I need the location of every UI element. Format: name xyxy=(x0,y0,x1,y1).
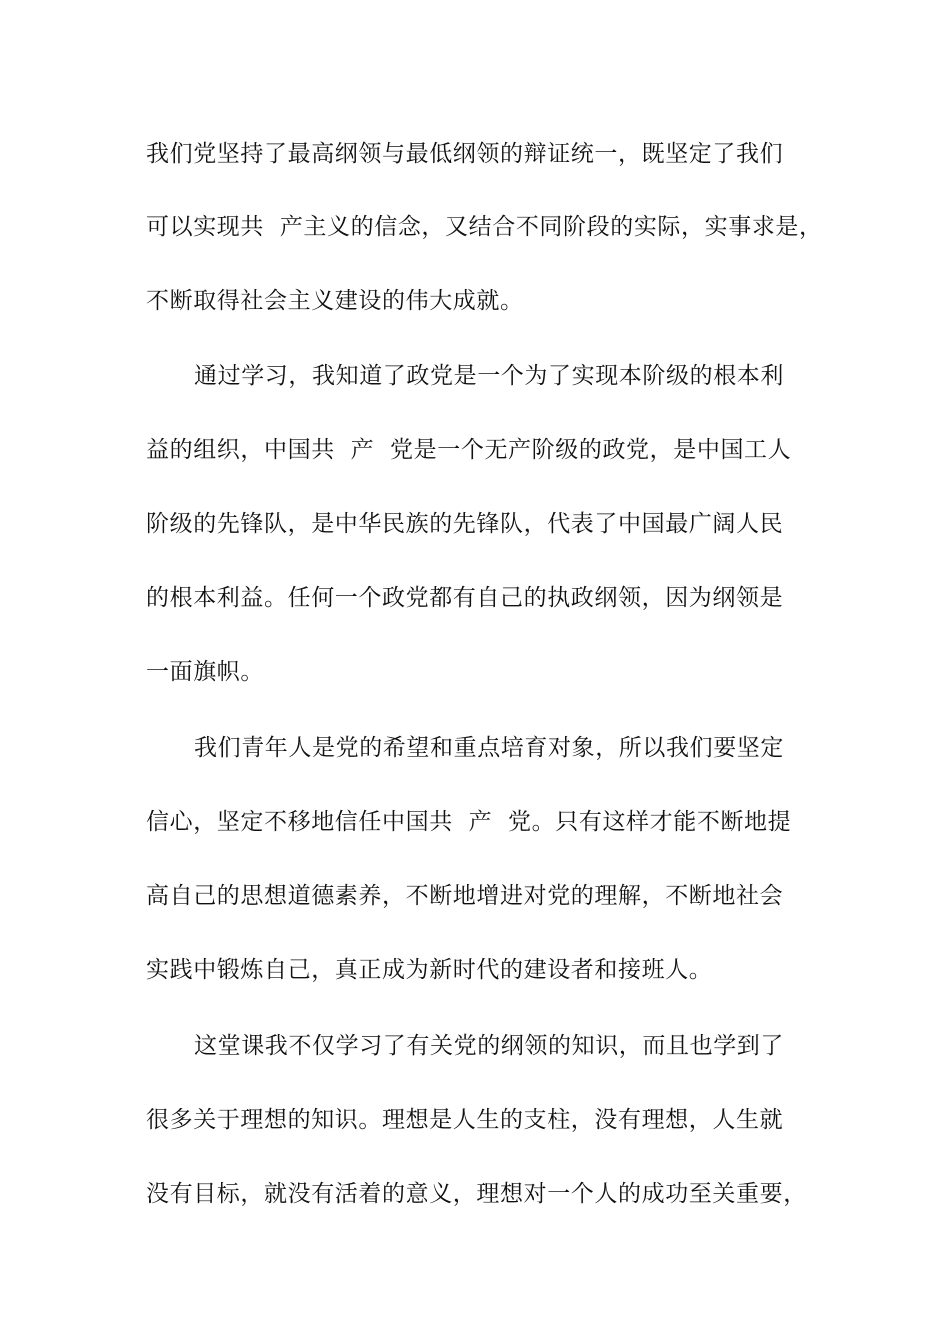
text-line: 高自己的思想道德素养，不断地增进对党的理解，不断地社会 xyxy=(146,883,784,909)
text-line: 信心，坚定不移地信任中国共 产 党。只有这样才能不断地提 xyxy=(146,809,792,835)
text-line: 没有目标，就没有活着的意义，理想对一个人的成功至关重要， xyxy=(146,1181,807,1207)
paragraph-first-line: 我们青年人是党的希望和重点培育对象，所以我们要坚定 xyxy=(194,735,784,761)
text-line: 的根本利益。任何一个政党都有自己的执政纲领，因为纲领是 xyxy=(146,585,784,611)
paragraph-first-line: 这堂课我不仅学习了有关党的纲领的知识，而且也学到了 xyxy=(194,1033,784,1059)
text-line: 实践中锻炼自己，真正成为新时代的建设者和接班人。 xyxy=(146,957,713,983)
text-line: 益的组织，中国共 产 党是一个无产阶级的政党，是中国工人 xyxy=(146,437,792,463)
text-line: 不断取得社会主义建设的伟大成就。 xyxy=(146,288,524,314)
text-line: 我们党坚持了最高纲领与最低纲领的辩证统一，既坚定了我们 xyxy=(146,141,784,167)
text-line: 很多关于理想的知识。理想是人生的支柱，没有理想，人生就 xyxy=(146,1107,784,1133)
text-line: 阶级的先锋队，是中华民族的先锋队，代表了中国最广阔人民 xyxy=(146,511,784,537)
text-line: 可以实现共 产主义的信念，又结合不同阶段的实际，实事求是， xyxy=(146,214,823,240)
paragraph-first-line: 通过学习，我知道了政党是一个为了实现本阶级的根本利 xyxy=(194,363,784,389)
text-line: 一面旗帜。 xyxy=(146,659,264,685)
